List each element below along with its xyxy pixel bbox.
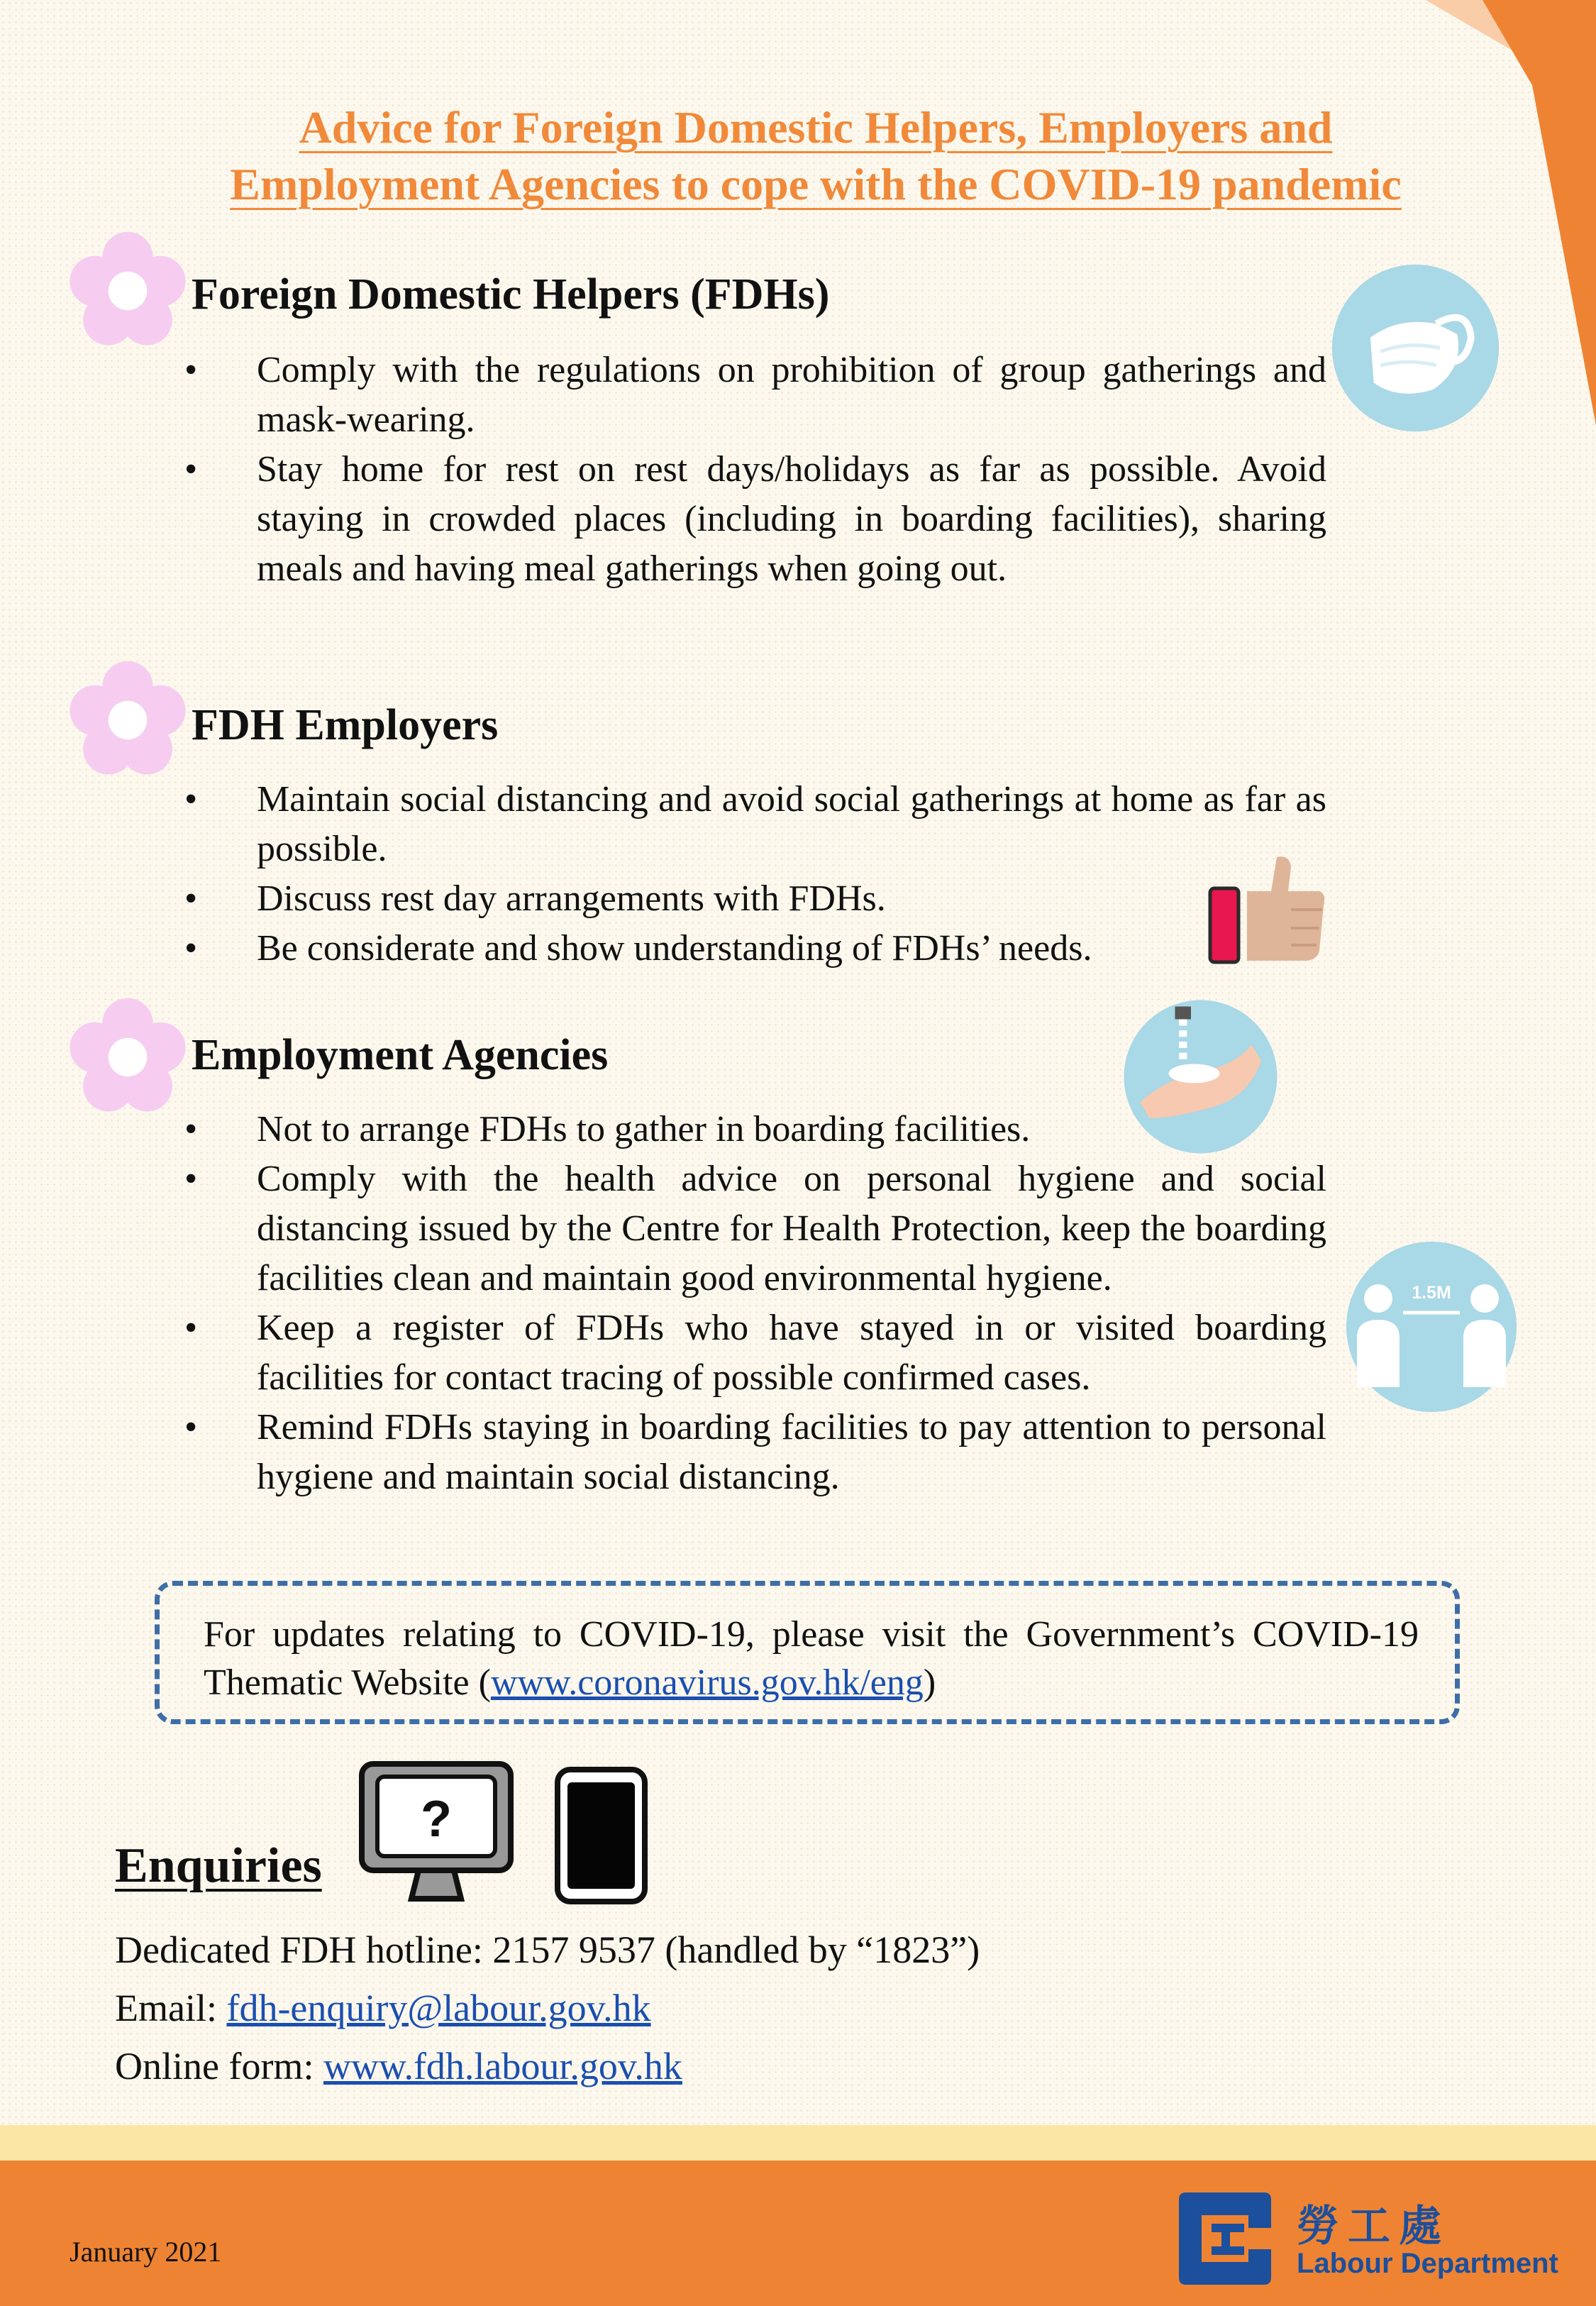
flower-icon	[67, 231, 188, 351]
title-line-1: Advice for Foreign Domestic Helpers, Employers and	[299, 102, 1333, 153]
online-form-link[interactable]: www.fdh.labour.gov.hk	[323, 2045, 682, 2087]
section-heading-fdh: Foreign Domestic Helpers (FDHs)	[192, 270, 830, 319]
title-line-2: Employment Agencies to cope with the COVID-19 pandemic	[230, 159, 1402, 209]
online-form-line	[115, 2041, 682, 2091]
list-item: • Maintain social distancing and avoid social gatherings at home as far as possible.	[184, 775, 1326, 874]
notice-close-paren: )	[923, 1662, 936, 1703]
agency-advice-list	[184, 1105, 1326, 1502]
department-name-english: Labour Department	[1297, 2248, 1558, 2279]
list-item: • Not to arrange FDHs to gather in boarding facilities.	[184, 1105, 1326, 1154]
thumbs-up-icon	[1206, 851, 1326, 965]
list-item: • Be considerate and show understanding of FDHs’ needs.	[184, 924, 1326, 973]
online-form-label: Online form:	[115, 2045, 323, 2087]
email-label: Email:	[115, 1987, 227, 2029]
enquiries-heading: Enquiries	[115, 1838, 322, 1893]
section-heading-employers: FDH Employers	[192, 701, 499, 749]
list-item: • Remind FDHs staying in boarding facilities to pay attention to personal hygiene and maintain social distancing.	[184, 1403, 1326, 1502]
distance-label: 1.5M	[1412, 1283, 1451, 1303]
notice-message: For updates relating to COVID-19, please visit the Government’s COVID-19 Thematic Website (	[204, 1614, 1419, 1703]
footer-yellow-band	[0, 2125, 1596, 2161]
covid-website-link[interactable]: www.coronavirus.gov.hk/eng	[490, 1662, 924, 1703]
fdh-advice-list	[184, 346, 1326, 594]
department-name-chinese: 勞工處	[1297, 2202, 1450, 2251]
list-item: • Comply with the regulations on prohibition of group gatherings and mask-wearing.	[184, 346, 1326, 445]
list-item: • Comply with the health advice on personal hygiene and social distancing issued by the Centre for Health Protection, keep the boarding facilities clean and maintain good environmental hygiene.	[184, 1154, 1326, 1303]
flower-icon	[67, 997, 188, 1118]
social-distancing-icon	[1343, 1238, 1520, 1416]
list-item: • Stay home for rest on rest days/holidays as far as possible. Avoid staying in crowded places (including in boarding facilities), sharing meals and having meal gatherings when going out.	[184, 445, 1326, 594]
flower-icon	[67, 660, 188, 780]
email-link[interactable]: fdh-enquiry@labour.gov.hk	[226, 1987, 651, 2029]
section-heading-agencies: Employment Agencies	[192, 1031, 609, 1079]
email-line	[115, 1983, 651, 2033]
notice-text	[204, 1611, 1419, 1707]
list-item: • Keep a register of FDHs who have stayed in or visited boarding facilities for contact tracing of possible confirmed cases.	[184, 1303, 1326, 1403]
employer-advice-list	[184, 775, 1326, 973]
question-mark-glyph: ?	[421, 1791, 452, 1848]
mask-icon	[1329, 261, 1502, 435]
hotline-text: Dedicated FDH hotline: 2157 9537 (handled by “1823”)	[115, 1929, 980, 1971]
computer-icon	[355, 1760, 518, 1909]
mobile-phone-icon	[553, 1767, 649, 1905]
list-item: • Discuss rest day arrangements with FDHs.	[184, 874, 1326, 924]
labour-department-logo-icon	[1172, 2185, 1278, 2292]
page-title	[142, 99, 1490, 213]
publication-date: January 2021	[70, 2236, 222, 2268]
